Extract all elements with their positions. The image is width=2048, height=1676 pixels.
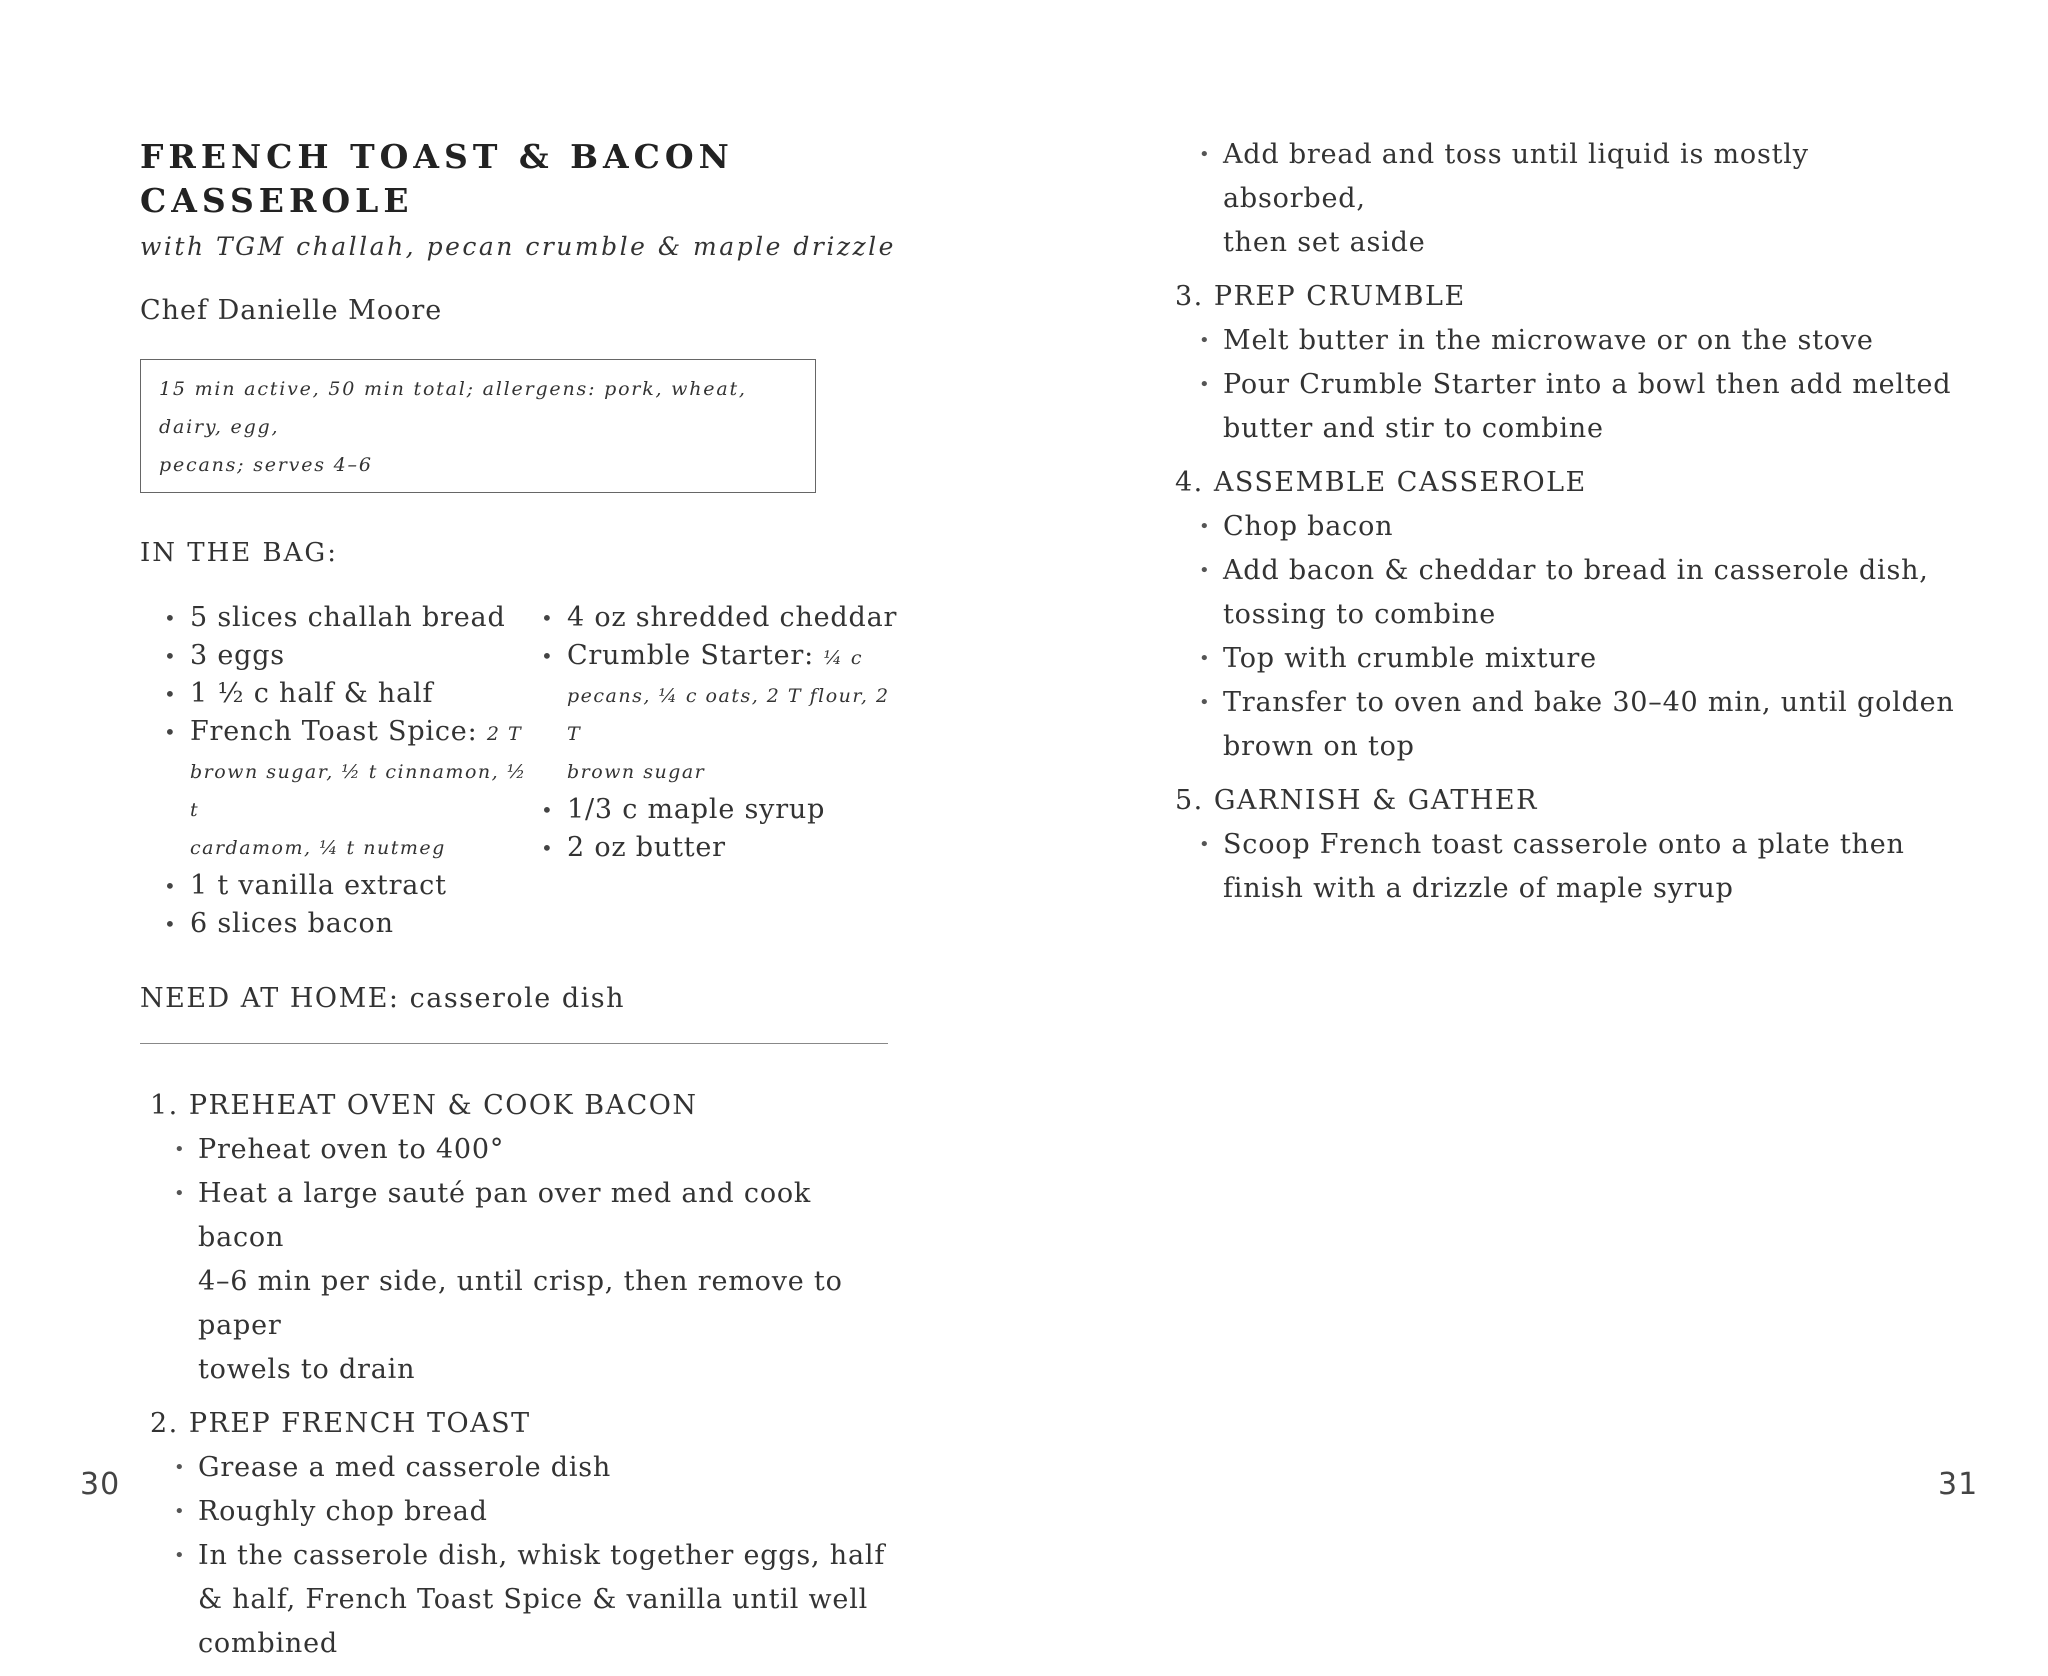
ingredient-detail: brown sugar <box>566 761 706 783</box>
step-bullet: • Melt butter in the microwave or on the stove <box>1199 319 1955 363</box>
step-heading: 2. PREP FRENCH TOAST <box>150 1408 531 1439</box>
step-bullet-list <box>1175 505 1955 769</box>
step-bullet: • Add bread and toss until liquid is mostly absorbed, then set aside <box>1199 133 1955 265</box>
step-continued-list <box>1175 133 1955 265</box>
step-bullet: • Pour Crumble Starter into a bowl then add melted butter and stir to combine <box>1199 363 1955 451</box>
step-bullet: • Top with crumble mixture <box>1199 637 1955 681</box>
recipe-subtitle: with TGM challah, pecan crumble & maple drizzle <box>140 232 896 261</box>
ingredient-item: • 1 t vanilla extract <box>164 867 541 905</box>
ingredient-columns <box>140 599 900 943</box>
step-bullet: • In the casserole dish, whisk together eggs, half & half, French Toast Spice & vanilla until well combined <box>174 1534 900 1666</box>
ingredient-item: • 2 oz butter <box>541 829 900 867</box>
ingredient-item: • French Toast Spice: 2 T brown sugar, ½ t cinnamon, ½ t cardamom, ¼ t nutmeg <box>164 713 541 867</box>
ingredient-item: • 5 slices challah bread <box>164 599 541 637</box>
ingredient-detail: pecans, ¼ c oats, 2 T flour, 2 T <box>566 685 890 745</box>
ingredient-detail: brown sugar, ½ t cinnamon, ½ t <box>190 761 527 821</box>
divider <box>140 1043 888 1044</box>
step-bullet: • Preheat oven to 400° <box>174 1128 900 1172</box>
recipe-info-box <box>140 359 816 493</box>
ingredient-list-2 <box>541 599 900 943</box>
ingredient-item: • 1 ½ c half & half <box>164 675 541 713</box>
ingredient-detail: 2 T <box>486 723 523 745</box>
step-bullet: • Chop bacon <box>1199 505 1955 549</box>
ingredient-detail: ¼ c <box>823 647 863 669</box>
step-bullet-list <box>150 1446 900 1666</box>
step-bullet: • Transfer to oven and bake 30–40 min, until golden brown on top <box>1199 681 1955 769</box>
step-heading: 4. ASSEMBLE CASSEROLE <box>1175 467 1587 498</box>
step-bullet: • Add bacon & cheddar to bread in casserole dish, tossing to combine <box>1199 549 1955 637</box>
ingredient-item: • 4 oz shredded cheddar <box>541 599 900 637</box>
steps-right <box>1175 275 1955 911</box>
step-bullet: • Roughly chop bread <box>174 1490 900 1534</box>
chef-name: Chef Danielle Moore <box>140 295 443 326</box>
ingredient-item: • 3 eggs <box>164 637 541 675</box>
step-bullet: • Scoop French toast casserole onto a plate then finish with a drizzle of maple syrup <box>1199 823 1955 911</box>
info-line: pecans; serves 4–6 <box>159 454 373 476</box>
ingredient-item: • 1/3 c maple syrup <box>541 791 900 829</box>
step-bullet: • Heat a large sauté pan over med and cook bacon 4–6 min per side, until crisp, then remove to paper towels to drain <box>174 1172 900 1392</box>
step-bullet-list <box>150 1128 900 1392</box>
step-heading: 3. PREP CRUMBLE <box>1175 281 1466 312</box>
ingredient-detail: cardamom, ¼ t nutmeg <box>190 837 446 859</box>
step-heading: 5. GARNISH & GATHER <box>1175 785 1538 816</box>
in-the-bag-label: IN THE BAG: <box>140 538 338 568</box>
recipe-title: FRENCH TOAST & BACON CASSEROLE <box>140 137 734 220</box>
step-bullet-list <box>1175 319 1955 451</box>
page-number-left: 30 <box>80 1467 121 1502</box>
ingredient-item: • 6 slices bacon <box>164 905 541 943</box>
left-page <box>140 135 900 1676</box>
step-bullet-list <box>1175 823 1955 911</box>
page-number-right: 31 <box>1938 1467 1979 1502</box>
ingredient-item: • Crumble Starter: ¼ c pecans, ¼ c oats, 2 T flour, 2 T brown sugar <box>541 637 900 791</box>
step-bullet: • Grease a med casserole dish <box>174 1446 900 1490</box>
steps-left <box>150 1084 900 1666</box>
need-at-home: NEED AT HOME: casserole dish <box>140 983 626 1014</box>
info-line: 15 min active, 50 min total; allergens: pork, wheat, dairy, egg, <box>159 378 747 438</box>
right-page <box>1175 135 1955 921</box>
step-heading: 1. PREHEAT OVEN & COOK BACON <box>150 1090 698 1121</box>
ingredient-list-1 <box>164 599 541 943</box>
